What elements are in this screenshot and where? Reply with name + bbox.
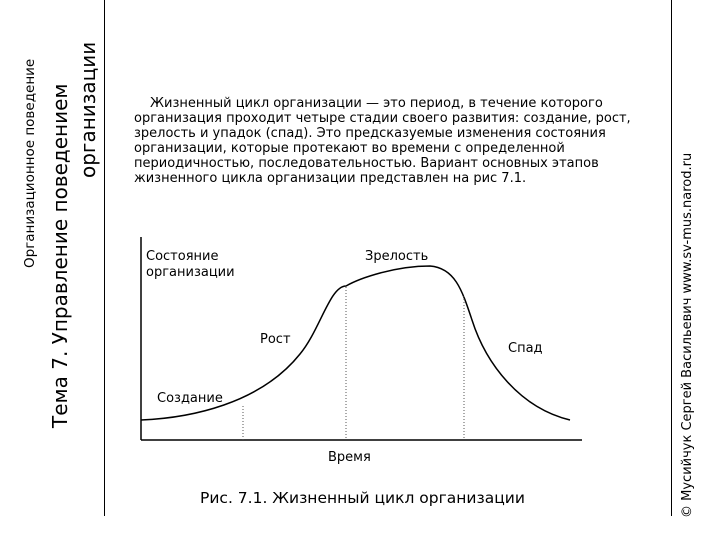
y-axis-label — [146, 249, 235, 281]
stage-maturity-label: Зрелость — [365, 249, 429, 264]
y-axis-label-line1: Состояние — [146, 249, 219, 264]
copyright-notice: © Мусийчук Сергей Васильевич www.sv-mus.narod.ru — [680, 152, 695, 518]
course-title: Организационное поведение — [22, 58, 38, 268]
topic-title-line1: Тема 7. Управление поведением — [48, 83, 72, 428]
x-axis-label: Время — [328, 450, 371, 465]
stage-decline-label: Спад — [508, 341, 543, 356]
y-axis-label-line2: организации — [146, 265, 235, 280]
stage-creation-label: Создание — [157, 391, 223, 406]
figure-caption: Рис. 7.1. Жизненный цикл организации — [200, 489, 525, 507]
stage-growth-label: Рост — [260, 332, 291, 347]
intro-text: Жизненный цикл организации — это период, в течение которого организация проходит четыре стадии своего развития: создание, рост, зрелость и упадок (спад). Это предсказуемые изменения состояния организации, которые протекают во времени с определенной периодичностью, последовательностью. Вариант основных этапов жизненного цикла организации представлен на рис 7.1. — [134, 96, 631, 186]
topic-title-line2: организации — [76, 41, 100, 178]
